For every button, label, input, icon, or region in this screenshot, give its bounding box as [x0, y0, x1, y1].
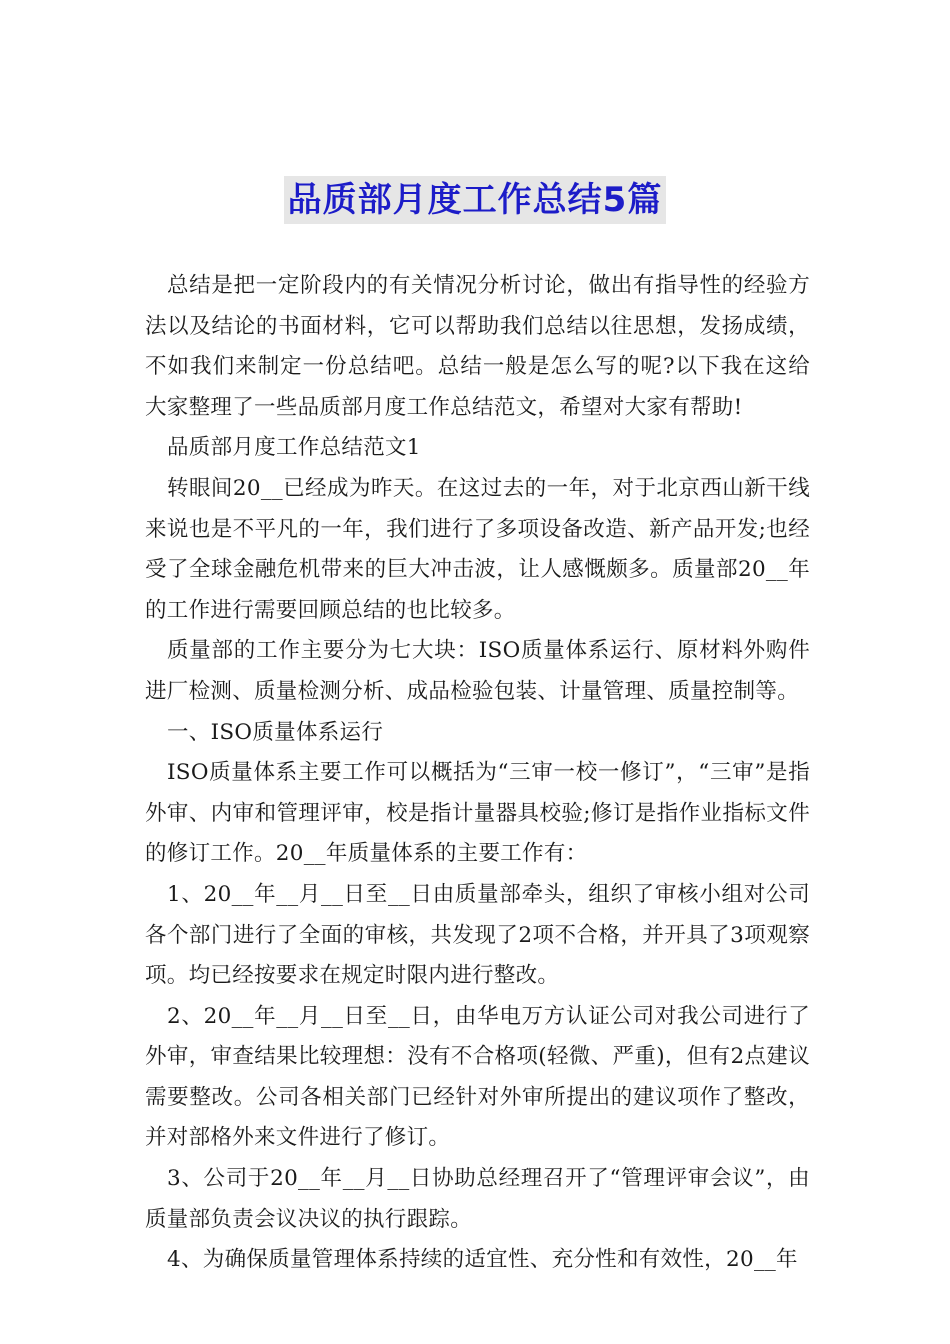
paragraph-list-item: 3、公司于20__年__月__日协助总经理召开了“管理评审会议”，由质量部负责会议决议的执行跟踪。: [145, 1166, 810, 1232]
paragraph: 转眼间20__已经成为昨天。在这过去的一年，对于北京西山新干线来说也是不平凡的一年，我们进行了多项设备改造、新产品开发;也经受了全球金融危机带来的巨大冲击波，让人感慨颇多。质量部20__年的工作进行需要回顾总结的也比较多。: [145, 475, 810, 623]
paragraph: ISO质量体系主要工作可以概括为“三审一校一修订”，“三审”是指外审、内审和管理评审，校是指计量器具校验;修订是指作业指标文件的修订工作。20__年质量体系的主要工作有：: [145, 760, 810, 867]
paragraph-list-item: 2、20__年__月__日至__日，由华电万方认证公司对我公司进行了外审，审查结果比较理想：没有不合格项(轻微、严重)，但有2点建议需要整改。公司各相关部门已经针对外审所提出的建议项作了整改，并对部格外来文件进行了修订。: [145, 1003, 810, 1151]
document-body: [145, 266, 810, 1281]
paragraph-section-heading: 一、ISO质量体系运行: [167, 719, 384, 745]
paragraph-list-item: 4、为确保质量管理体系持续的适宜性、充分性和有效性，20__年: [167, 1247, 798, 1273]
document-title: 品质部月度工作总结5篇: [284, 176, 667, 224]
paragraph-list-item: 1、20__年__月__日至__日由质量部牵头，组织了审核小组对公司各个部门进行了全面的审核，共发现了2项不合格，并开具了3项观察项。均已经按要求在规定时限内进行整改。: [145, 881, 810, 989]
paragraph-heading-sample-1: 品质部月度工作总结范文1: [167, 435, 421, 461]
paragraph-intro: 总结是把一定阶段内的有关情况分析讨论，做出有指导性的经验方法以及结论的书面材料，它可以帮助我们总结以往思想，发扬成绩，不如我们来制定一份总结吧。总结一般是怎么写的呢?以下我在这给大家整理了一些品质部月度工作总结范文，希望对大家有帮助!: [145, 273, 810, 420]
paragraph: 质量部的工作主要分为七大块：ISO质量体系运行、原材料外购件进厂检测、质量检测分析、成品检验包装、计量管理、质量控制等。: [145, 638, 810, 704]
title-container: [0, 176, 950, 224]
